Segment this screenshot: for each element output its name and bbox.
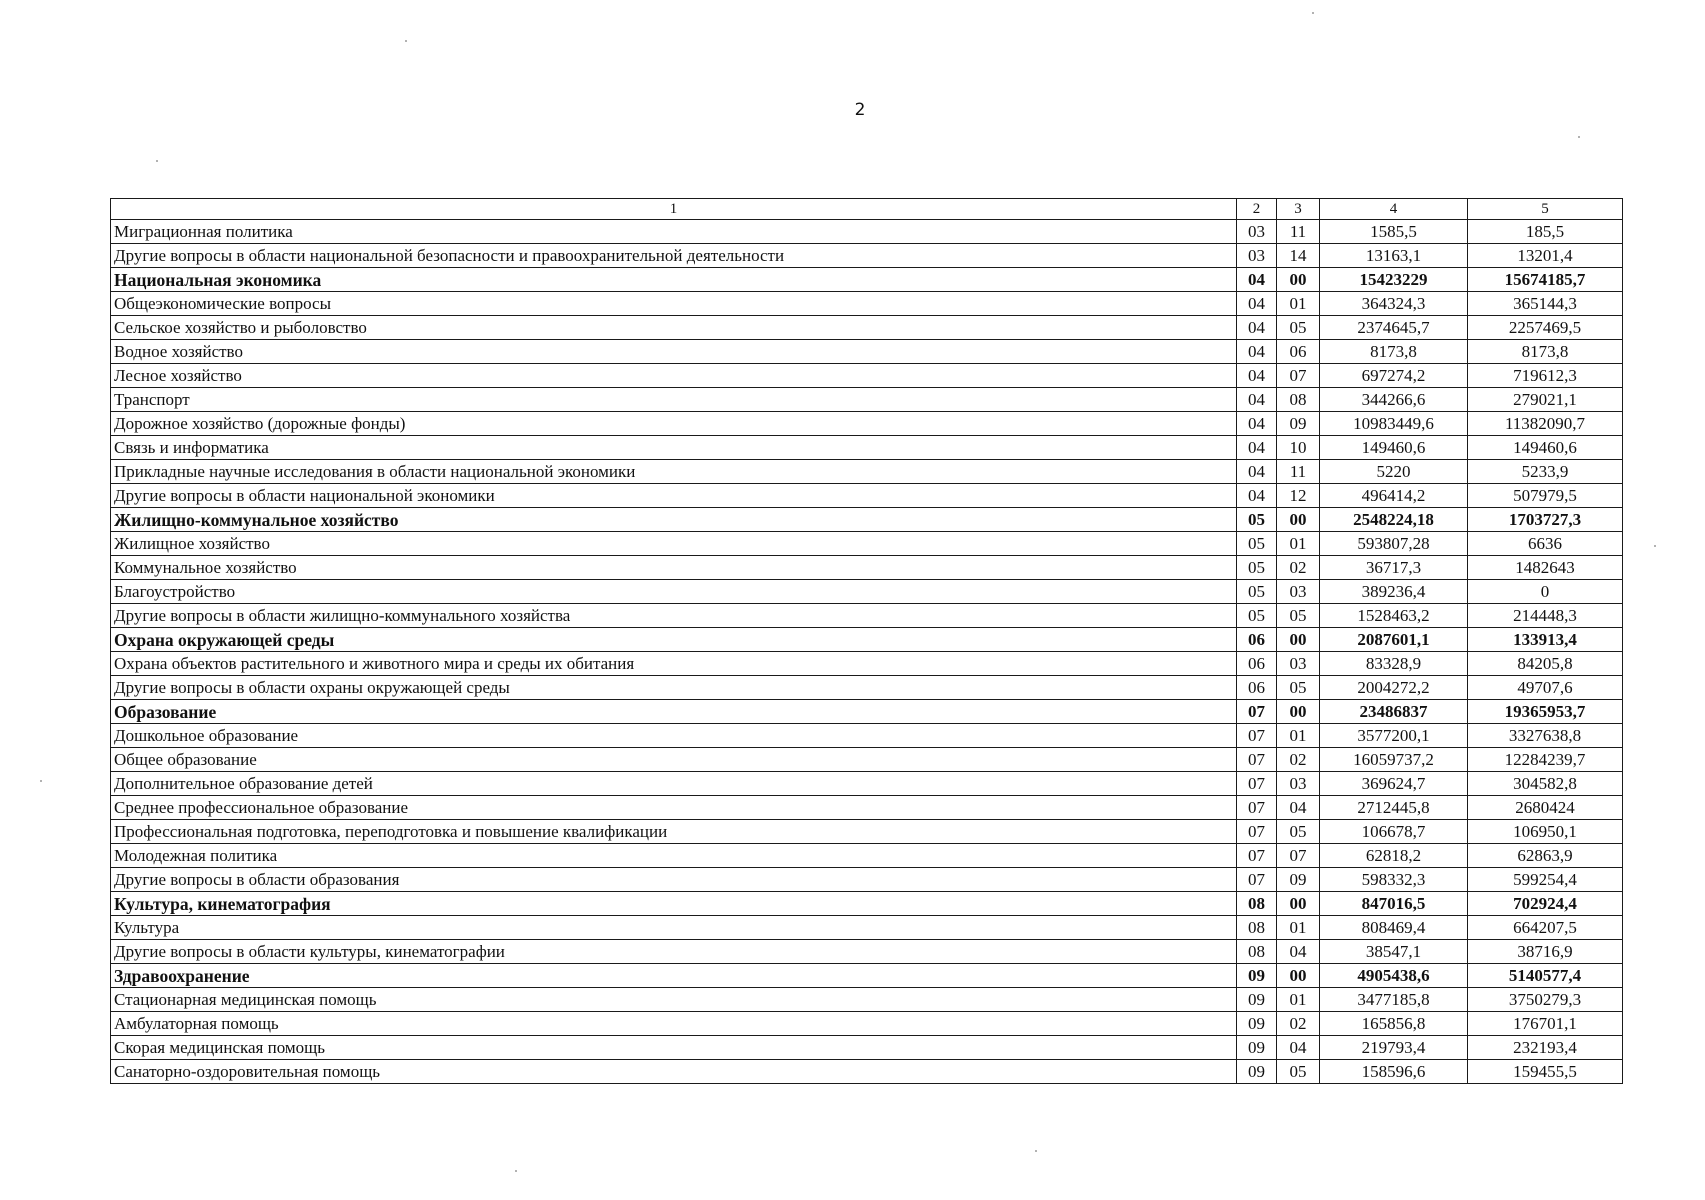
cell-section-code: 05 bbox=[1237, 508, 1277, 532]
cell-section-code: 09 bbox=[1237, 964, 1277, 988]
cell-value-4: 38547,1 bbox=[1320, 940, 1468, 964]
cell-value-5: 8173,8 bbox=[1468, 340, 1623, 364]
cell-value-4: 83328,9 bbox=[1320, 652, 1468, 676]
table-row bbox=[111, 868, 1623, 892]
cell-section-code: 04 bbox=[1237, 388, 1277, 412]
cell-name: Скорая медицинская помощь bbox=[111, 1036, 1237, 1060]
page-number: 2 bbox=[854, 100, 866, 120]
cell-section-code: 07 bbox=[1237, 844, 1277, 868]
cell-value-4: 389236,4 bbox=[1320, 580, 1468, 604]
cell-value-4: 23486837 bbox=[1320, 700, 1468, 724]
cell-value-4: 149460,6 bbox=[1320, 436, 1468, 460]
cell-subsection-code: 00 bbox=[1277, 964, 1320, 988]
cell-section-code: 09 bbox=[1237, 1012, 1277, 1036]
cell-name: Общее образование bbox=[111, 748, 1237, 772]
cell-name: Дошкольное образование bbox=[111, 724, 1237, 748]
cell-value-5: 365144,3 bbox=[1468, 292, 1623, 316]
cell-section-code: 09 bbox=[1237, 1060, 1277, 1084]
table-row bbox=[111, 556, 1623, 580]
cell-subsection-code: 05 bbox=[1277, 316, 1320, 340]
cell-subsection-code: 02 bbox=[1277, 1012, 1320, 1036]
cell-value-5: 304582,8 bbox=[1468, 772, 1623, 796]
scan-speck bbox=[515, 1170, 517, 1172]
cell-subsection-code: 10 bbox=[1277, 436, 1320, 460]
cell-name: Водное хозяйство bbox=[111, 340, 1237, 364]
cell-value-4: 496414,2 bbox=[1320, 484, 1468, 508]
cell-value-4: 847016,5 bbox=[1320, 892, 1468, 916]
cell-value-4: 808469,4 bbox=[1320, 916, 1468, 940]
cell-value-5: 3327638,8 bbox=[1468, 724, 1623, 748]
table-row bbox=[111, 244, 1623, 268]
cell-name: Здравоохранение bbox=[111, 964, 1237, 988]
cell-value-5: 1482643 bbox=[1468, 556, 1623, 580]
cell-subsection-code: 09 bbox=[1277, 868, 1320, 892]
cell-value-5: 2257469,5 bbox=[1468, 316, 1623, 340]
cell-subsection-code: 06 bbox=[1277, 340, 1320, 364]
cell-value-5: 84205,8 bbox=[1468, 652, 1623, 676]
cell-name: Другие вопросы в области образования bbox=[111, 868, 1237, 892]
cell-subsection-code: 08 bbox=[1277, 388, 1320, 412]
table-row bbox=[111, 724, 1623, 748]
cell-value-4: 15423229 bbox=[1320, 268, 1468, 292]
cell-section-code: 06 bbox=[1237, 652, 1277, 676]
table-row-section bbox=[111, 964, 1623, 988]
cell-value-4: 10983449,6 bbox=[1320, 412, 1468, 436]
scan-speck bbox=[1654, 545, 1656, 547]
header-row bbox=[111, 199, 1623, 220]
cell-value-5: 62863,9 bbox=[1468, 844, 1623, 868]
cell-value-5: 719612,3 bbox=[1468, 364, 1623, 388]
cell-section-code: 09 bbox=[1237, 988, 1277, 1012]
cell-value-5: 149460,6 bbox=[1468, 436, 1623, 460]
table-row-section bbox=[111, 508, 1623, 532]
cell-section-code: 05 bbox=[1237, 532, 1277, 556]
cell-section-code: 05 bbox=[1237, 556, 1277, 580]
cell-subsection-code: 05 bbox=[1277, 1060, 1320, 1084]
table-row bbox=[111, 388, 1623, 412]
table-row bbox=[111, 412, 1623, 436]
table-row bbox=[111, 772, 1623, 796]
cell-value-5: 19365953,7 bbox=[1468, 700, 1623, 724]
table-row bbox=[111, 532, 1623, 556]
cell-name: Санаторно-оздоровительная помощь bbox=[111, 1060, 1237, 1084]
table-header bbox=[111, 199, 1623, 220]
scan-speck bbox=[156, 160, 158, 162]
cell-name: Другие вопросы в области национальной экономики bbox=[111, 484, 1237, 508]
table-row bbox=[111, 580, 1623, 604]
cell-subsection-code: 00 bbox=[1277, 268, 1320, 292]
cell-section-code: 04 bbox=[1237, 412, 1277, 436]
table-row bbox=[111, 820, 1623, 844]
cell-subsection-code: 01 bbox=[1277, 532, 1320, 556]
table-row-section bbox=[111, 268, 1623, 292]
cell-section-code: 04 bbox=[1237, 340, 1277, 364]
cell-subsection-code: 03 bbox=[1277, 580, 1320, 604]
cell-subsection-code: 03 bbox=[1277, 652, 1320, 676]
cell-name: Общеэкономические вопросы bbox=[111, 292, 1237, 316]
cell-section-code: 09 bbox=[1237, 1036, 1277, 1060]
table-row bbox=[111, 436, 1623, 460]
cell-value-4: 364324,3 bbox=[1320, 292, 1468, 316]
cell-name: Профессиональная подготовка, переподготовка и повышение квалификации bbox=[111, 820, 1237, 844]
cell-value-5: 106950,1 bbox=[1468, 820, 1623, 844]
cell-subsection-code: 05 bbox=[1277, 820, 1320, 844]
cell-value-4: 3577200,1 bbox=[1320, 724, 1468, 748]
cell-subsection-code: 00 bbox=[1277, 700, 1320, 724]
cell-value-4: 598332,3 bbox=[1320, 868, 1468, 892]
cell-section-code: 04 bbox=[1237, 436, 1277, 460]
cell-name: Связь и информатика bbox=[111, 436, 1237, 460]
cell-name: Коммунальное хозяйство bbox=[111, 556, 1237, 580]
cell-value-5: 3750279,3 bbox=[1468, 988, 1623, 1012]
cell-value-4: 165856,8 bbox=[1320, 1012, 1468, 1036]
cell-value-5: 664207,5 bbox=[1468, 916, 1623, 940]
cell-name: Прикладные научные исследования в области национальной экономики bbox=[111, 460, 1237, 484]
cell-name: Национальная экономика bbox=[111, 268, 1237, 292]
cell-value-4: 1585,5 bbox=[1320, 220, 1468, 244]
cell-subsection-code: 02 bbox=[1277, 556, 1320, 580]
cell-name: Дополнительное образование детей bbox=[111, 772, 1237, 796]
cell-subsection-code: 02 bbox=[1277, 748, 1320, 772]
table-row-section bbox=[111, 892, 1623, 916]
cell-subsection-code: 05 bbox=[1277, 604, 1320, 628]
table-row bbox=[111, 1036, 1623, 1060]
cell-value-5: 49707,6 bbox=[1468, 676, 1623, 700]
cell-value-4: 2374645,7 bbox=[1320, 316, 1468, 340]
cell-section-code: 06 bbox=[1237, 676, 1277, 700]
cell-subsection-code: 01 bbox=[1277, 916, 1320, 940]
cell-subsection-code: 01 bbox=[1277, 988, 1320, 1012]
cell-subsection-code: 01 bbox=[1277, 292, 1320, 316]
header-cell-value-5: 5 bbox=[1468, 199, 1623, 220]
cell-value-5: 2680424 bbox=[1468, 796, 1623, 820]
cell-section-code: 04 bbox=[1237, 316, 1277, 340]
cell-section-code: 07 bbox=[1237, 868, 1277, 892]
table-row bbox=[111, 676, 1623, 700]
cell-name: Стационарная медицинская помощь bbox=[111, 988, 1237, 1012]
cell-name: Другие вопросы в области национальной безопасности и правоохранительной деятельности bbox=[111, 244, 1237, 268]
cell-name: Другие вопросы в области жилищно-коммунального хозяйства bbox=[111, 604, 1237, 628]
cell-value-5: 13201,4 bbox=[1468, 244, 1623, 268]
cell-name: Культура, кинематография bbox=[111, 892, 1237, 916]
header-cell-section: 2 bbox=[1237, 199, 1277, 220]
table-row bbox=[111, 460, 1623, 484]
cell-name: Миграционная политика bbox=[111, 220, 1237, 244]
cell-subsection-code: 07 bbox=[1277, 364, 1320, 388]
cell-name: Дорожное хозяйство (дорожные фонды) bbox=[111, 412, 1237, 436]
cell-subsection-code: 04 bbox=[1277, 1036, 1320, 1060]
cell-subsection-code: 04 bbox=[1277, 940, 1320, 964]
cell-section-code: 05 bbox=[1237, 604, 1277, 628]
cell-subsection-code: 11 bbox=[1277, 220, 1320, 244]
cell-name: Среднее профессиональное образование bbox=[111, 796, 1237, 820]
cell-value-4: 158596,6 bbox=[1320, 1060, 1468, 1084]
cell-section-code: 04 bbox=[1237, 484, 1277, 508]
cell-value-4: 697274,2 bbox=[1320, 364, 1468, 388]
scan-speck bbox=[1578, 136, 1580, 138]
cell-value-4: 2087601,1 bbox=[1320, 628, 1468, 652]
cell-value-4: 2004272,2 bbox=[1320, 676, 1468, 700]
table-row bbox=[111, 316, 1623, 340]
cell-value-4: 1528463,2 bbox=[1320, 604, 1468, 628]
table-row bbox=[111, 940, 1623, 964]
cell-section-code: 06 bbox=[1237, 628, 1277, 652]
cell-value-5: 702924,4 bbox=[1468, 892, 1623, 916]
cell-subsection-code: 05 bbox=[1277, 676, 1320, 700]
cell-subsection-code: 14 bbox=[1277, 244, 1320, 268]
table-row bbox=[111, 1060, 1623, 1084]
cell-section-code: 04 bbox=[1237, 364, 1277, 388]
table-row bbox=[111, 220, 1623, 244]
cell-subsection-code: 00 bbox=[1277, 892, 1320, 916]
cell-section-code: 07 bbox=[1237, 700, 1277, 724]
cell-name: Амбулаторная помощь bbox=[111, 1012, 1237, 1036]
cell-value-4: 219793,4 bbox=[1320, 1036, 1468, 1060]
cell-name: Охрана окружающей среды bbox=[111, 628, 1237, 652]
cell-name: Охрана объектов растительного и животного мира и среды их обитания bbox=[111, 652, 1237, 676]
cell-name: Другие вопросы в области культуры, кинематографии bbox=[111, 940, 1237, 964]
header-cell-name: 1 bbox=[111, 199, 1237, 220]
cell-section-code: 07 bbox=[1237, 772, 1277, 796]
cell-section-code: 07 bbox=[1237, 820, 1277, 844]
table-row bbox=[111, 292, 1623, 316]
cell-subsection-code: 09 bbox=[1277, 412, 1320, 436]
table-row-section bbox=[111, 700, 1623, 724]
cell-subsection-code: 04 bbox=[1277, 796, 1320, 820]
cell-name: Жилищно-коммунальное хозяйство bbox=[111, 508, 1237, 532]
cell-value-5: 1703727,3 bbox=[1468, 508, 1623, 532]
cell-section-code: 04 bbox=[1237, 268, 1277, 292]
table-row bbox=[111, 988, 1623, 1012]
cell-section-code: 08 bbox=[1237, 892, 1277, 916]
cell-value-4: 62818,2 bbox=[1320, 844, 1468, 868]
scan-speck bbox=[1035, 1150, 1037, 1152]
cell-section-code: 03 bbox=[1237, 244, 1277, 268]
cell-value-5: 11382090,7 bbox=[1468, 412, 1623, 436]
cell-value-4: 5220 bbox=[1320, 460, 1468, 484]
cell-value-4: 2548224,18 bbox=[1320, 508, 1468, 532]
table-row bbox=[111, 1012, 1623, 1036]
cell-subsection-code: 00 bbox=[1277, 508, 1320, 532]
cell-value-4: 593807,28 bbox=[1320, 532, 1468, 556]
cell-value-5: 279021,1 bbox=[1468, 388, 1623, 412]
cell-name: Лесное хозяйство bbox=[111, 364, 1237, 388]
cell-name: Сельское хозяйство и рыболовство bbox=[111, 316, 1237, 340]
cell-section-code: 07 bbox=[1237, 796, 1277, 820]
cell-value-4: 106678,7 bbox=[1320, 820, 1468, 844]
cell-value-4: 344266,6 bbox=[1320, 388, 1468, 412]
cell-value-4: 36717,3 bbox=[1320, 556, 1468, 580]
cell-section-code: 08 bbox=[1237, 940, 1277, 964]
cell-value-5: 185,5 bbox=[1468, 220, 1623, 244]
cell-subsection-code: 11 bbox=[1277, 460, 1320, 484]
cell-value-5: 214448,3 bbox=[1468, 604, 1623, 628]
cell-subsection-code: 03 bbox=[1277, 772, 1320, 796]
cell-section-code: 07 bbox=[1237, 748, 1277, 772]
table-row bbox=[111, 748, 1623, 772]
cell-value-5: 5233,9 bbox=[1468, 460, 1623, 484]
table-row bbox=[111, 916, 1623, 940]
cell-value-5: 15674185,7 bbox=[1468, 268, 1623, 292]
scan-speck bbox=[1312, 12, 1314, 14]
cell-value-5: 159455,5 bbox=[1468, 1060, 1623, 1084]
cell-name: Молодежная политика bbox=[111, 844, 1237, 868]
budget-table bbox=[110, 198, 1623, 1084]
cell-value-4: 2712445,8 bbox=[1320, 796, 1468, 820]
scan-speck bbox=[405, 40, 407, 42]
cell-value-5: 6636 bbox=[1468, 532, 1623, 556]
table-row bbox=[111, 844, 1623, 868]
cell-value-5: 5140577,4 bbox=[1468, 964, 1623, 988]
cell-subsection-code: 00 bbox=[1277, 628, 1320, 652]
table-row bbox=[111, 340, 1623, 364]
cell-value-5: 12284239,7 bbox=[1468, 748, 1623, 772]
cell-section-code: 05 bbox=[1237, 580, 1277, 604]
cell-section-code: 04 bbox=[1237, 460, 1277, 484]
cell-value-5: 0 bbox=[1468, 580, 1623, 604]
cell-value-5: 507979,5 bbox=[1468, 484, 1623, 508]
cell-subsection-code: 07 bbox=[1277, 844, 1320, 868]
cell-section-code: 04 bbox=[1237, 292, 1277, 316]
cell-subsection-code: 01 bbox=[1277, 724, 1320, 748]
table-row-section bbox=[111, 628, 1623, 652]
cell-name: Другие вопросы в области охраны окружающей среды bbox=[111, 676, 1237, 700]
cell-name: Транспорт bbox=[111, 388, 1237, 412]
cell-name: Жилищное хозяйство bbox=[111, 532, 1237, 556]
table-row bbox=[111, 652, 1623, 676]
cell-value-4: 13163,1 bbox=[1320, 244, 1468, 268]
cell-value-4: 8173,8 bbox=[1320, 340, 1468, 364]
table-row bbox=[111, 364, 1623, 388]
table-row bbox=[111, 604, 1623, 628]
cell-value-4: 3477185,8 bbox=[1320, 988, 1468, 1012]
cell-section-code: 08 bbox=[1237, 916, 1277, 940]
cell-value-4: 369624,7 bbox=[1320, 772, 1468, 796]
table-row bbox=[111, 796, 1623, 820]
header-cell-subsection: 3 bbox=[1277, 199, 1320, 220]
cell-name: Образование bbox=[111, 700, 1237, 724]
table-body bbox=[111, 220, 1623, 1084]
scan-speck bbox=[40, 780, 42, 782]
cell-value-5: 38716,9 bbox=[1468, 940, 1623, 964]
cell-section-code: 03 bbox=[1237, 220, 1277, 244]
cell-section-code: 07 bbox=[1237, 724, 1277, 748]
cell-name: Благоустройство bbox=[111, 580, 1237, 604]
cell-value-4: 16059737,2 bbox=[1320, 748, 1468, 772]
header-cell-value-4: 4 bbox=[1320, 199, 1468, 220]
cell-value-5: 176701,1 bbox=[1468, 1012, 1623, 1036]
cell-name: Культура bbox=[111, 916, 1237, 940]
cell-subsection-code: 12 bbox=[1277, 484, 1320, 508]
table-row bbox=[111, 484, 1623, 508]
cell-value-4: 4905438,6 bbox=[1320, 964, 1468, 988]
cell-value-5: 133913,4 bbox=[1468, 628, 1623, 652]
cell-value-5: 599254,4 bbox=[1468, 868, 1623, 892]
cell-value-5: 232193,4 bbox=[1468, 1036, 1623, 1060]
